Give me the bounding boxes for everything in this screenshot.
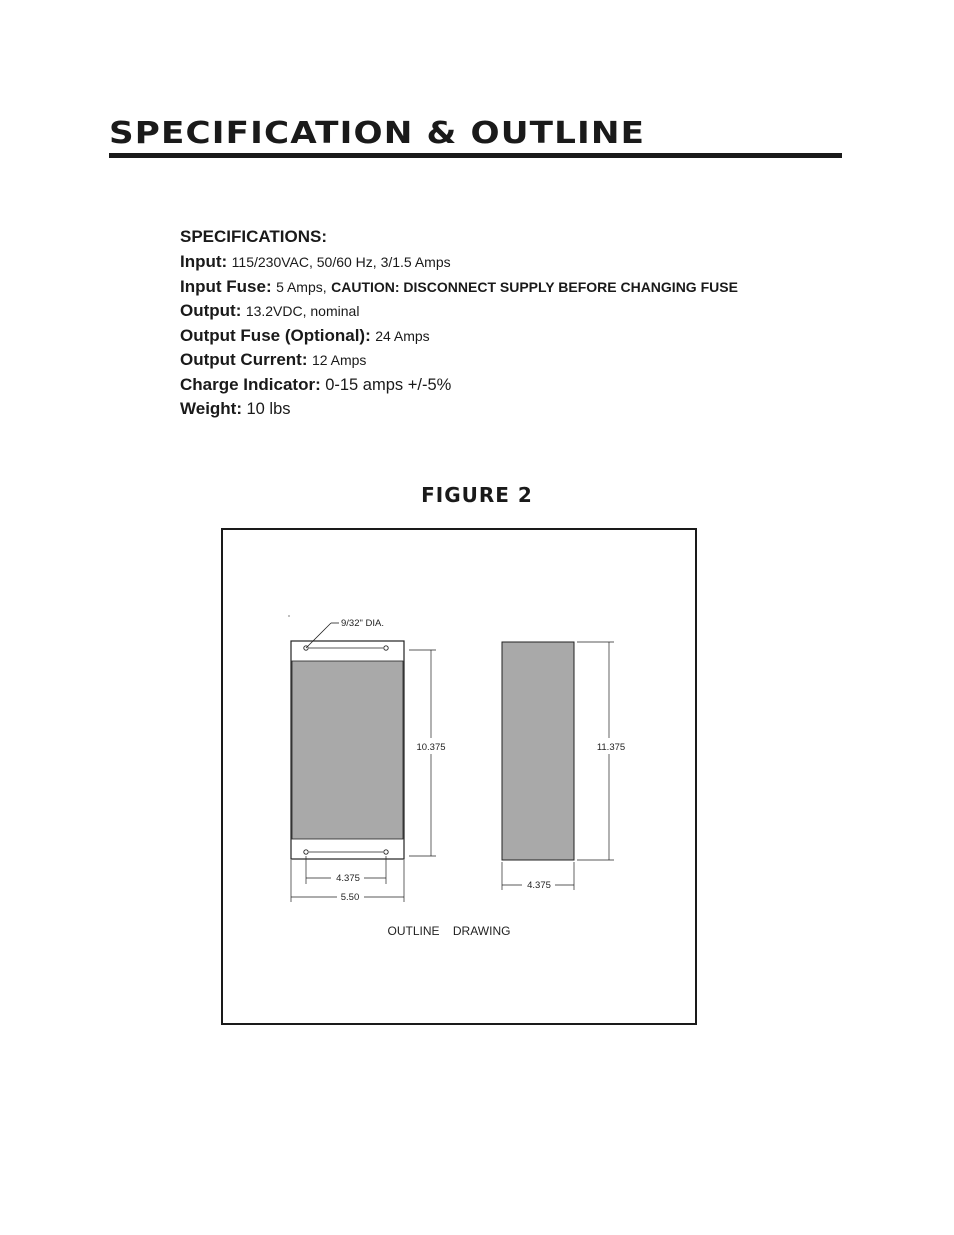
page-title: SPECIFICATION & OUTLINE: [109, 116, 646, 151]
spec-value: 10 lbs: [246, 400, 291, 418]
front-panel: [292, 661, 403, 839]
fuse-caution-text: CAUTION: DISCONNECT SUPPLY BEFORE CHANGING FUSE: [331, 278, 738, 295]
spec-row-charge-indicator: [180, 373, 880, 398]
spec-label: Output Current:: [180, 350, 308, 369]
side-height-dimension: 11.375: [596, 742, 626, 753]
figure-frame: [221, 528, 697, 1025]
spec-value: 115/230VAC, 50/60 Hz, 3/1.5 Amps: [231, 254, 451, 270]
spec-label: Output:: [180, 301, 242, 320]
front-view: [291, 618, 446, 903]
hole-dia-label: 9/32" DIA.: [341, 618, 384, 629]
side-view: [502, 642, 625, 891]
side-panel: [502, 642, 574, 860]
spec-label: Charge Indicator:: [180, 374, 321, 394]
spec-value: 13.2VDC, nominal: [245, 303, 360, 319]
specifications-section: [180, 226, 880, 422]
drawing-caption: OUTLINE DRAWING: [387, 924, 511, 938]
spec-label: Input Fuse:: [180, 276, 272, 296]
spec-row-output-fuse: [180, 324, 880, 349]
spec-row-input: [180, 250, 880, 275]
title-rule: [109, 153, 842, 158]
spec-row-output-current: [180, 348, 880, 373]
spec-label: Weight:: [180, 399, 243, 418]
spec-value: 12 Amps: [311, 352, 367, 368]
side-width-dimension: 4.375: [527, 880, 551, 891]
spec-row-output: [180, 299, 880, 324]
specifications-heading: SPECIFICATIONS:: [180, 227, 328, 246]
front-width-dimension: 5.50: [340, 892, 360, 903]
spec-value: 24 Amps: [375, 327, 430, 344]
spec-label: Input:: [180, 252, 228, 271]
front-hole-spacing-dimension: 4.375: [336, 873, 360, 884]
front-height-dimension: 10.375: [416, 742, 446, 753]
spec-row-weight: [180, 397, 880, 422]
outline-drawing: [223, 530, 695, 1023]
spec-row-input-fuse: [180, 275, 880, 300]
figure-title: FIGURE 2: [421, 483, 533, 507]
spec-value: 0-15 amps +/-5%: [325, 375, 452, 394]
spec-label: Output Fuse (Optional):: [180, 325, 371, 345]
spec-value: 5 Amps,: [276, 278, 327, 295]
